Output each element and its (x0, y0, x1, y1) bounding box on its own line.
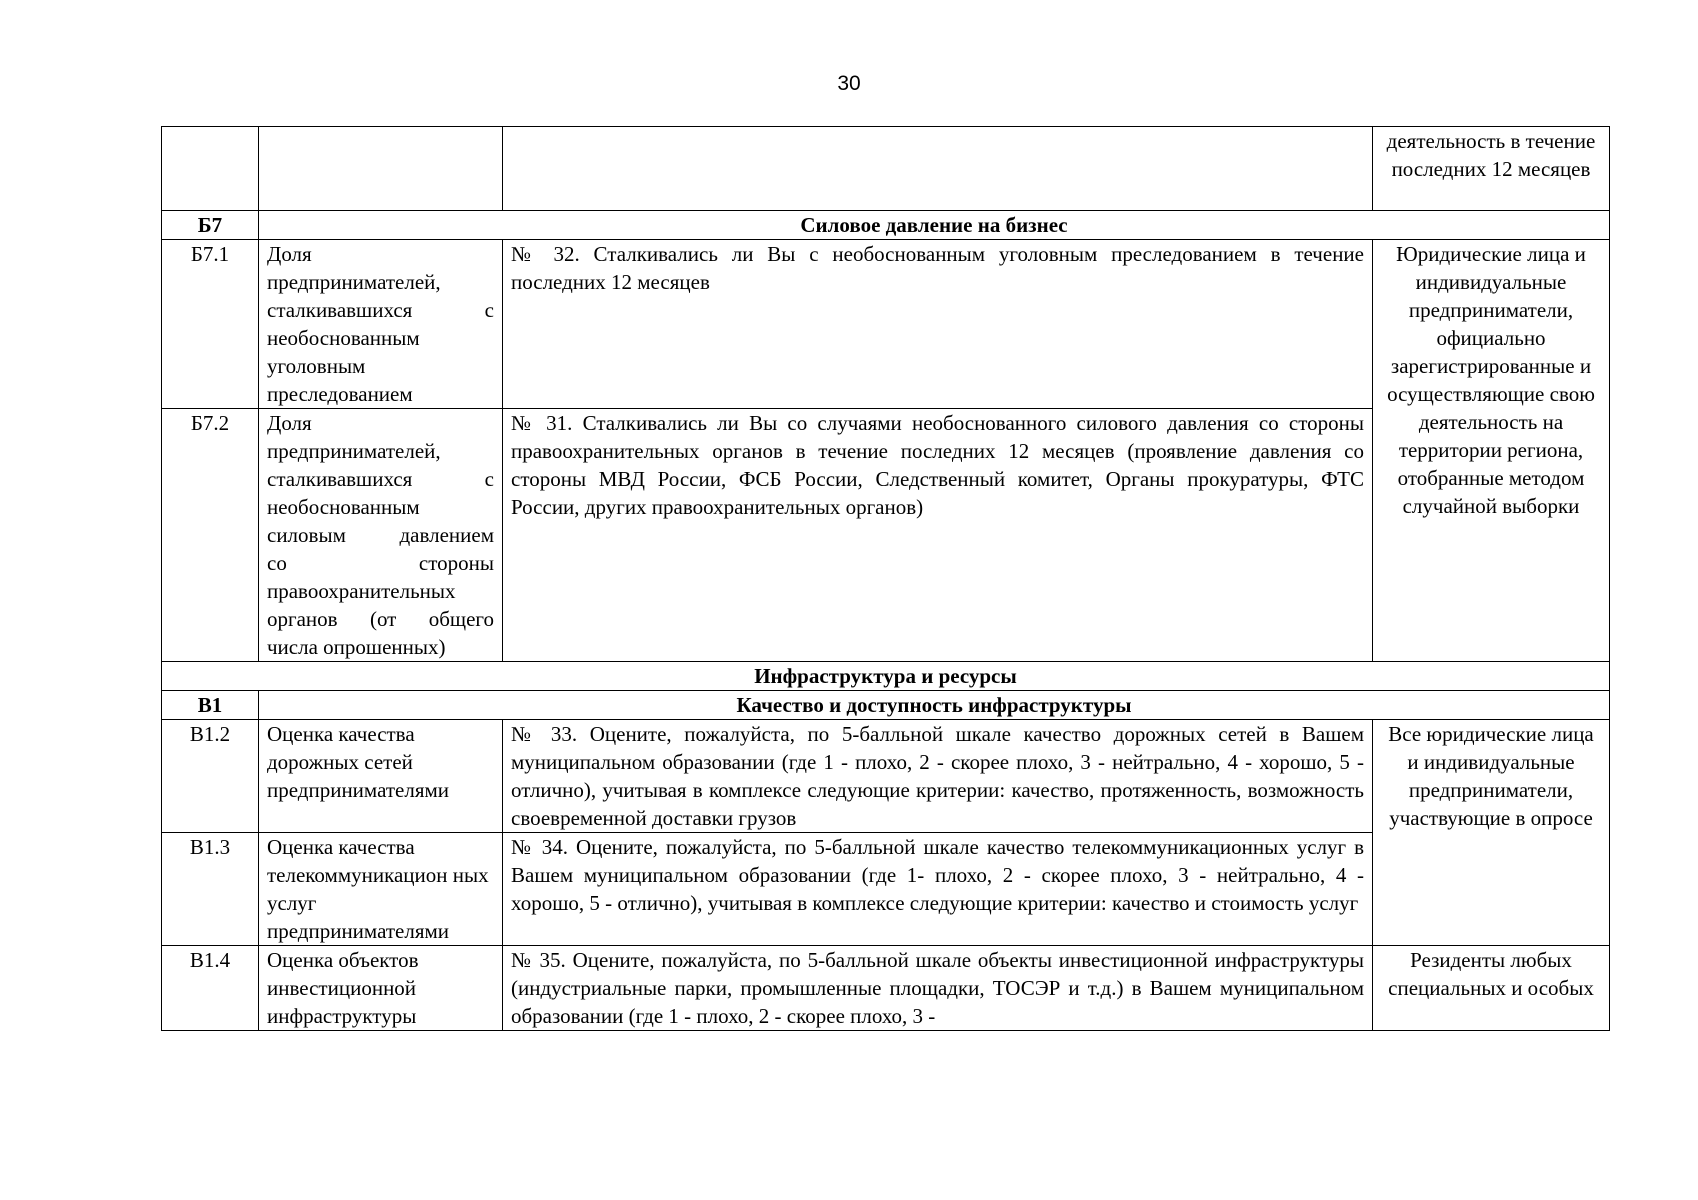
section-header-row (162, 662, 1610, 691)
question-cell: № 32. Сталкивались ли Вы с необоснованным уголовным преследованием в течение последних 12 месяцев (503, 240, 1373, 409)
indicator-name-line: уголовным (267, 354, 366, 378)
indicator-name-cell (259, 127, 503, 211)
indicator-name-cell (259, 409, 503, 662)
indicator-name-line: сталкивавшихся с (267, 298, 494, 322)
table-row (162, 240, 1610, 409)
respondents-cell: деятельность в течение последних 12 месяцев (1373, 127, 1610, 211)
indicator-name-line: правоохранительных (267, 579, 456, 603)
section-title: Силовое давление на бизнес (259, 211, 1610, 240)
indicator-name-cell (259, 240, 503, 409)
indicator-name-line: силовым давлением (267, 523, 494, 547)
table-row (162, 946, 1610, 1031)
question-cell: № 35. Оцените, пожалуйста, по 5-балльной шкале объекты инвестиционной инфраструктуры (индустриальные парки, промышленные площадки, ТОСЭР и т.д.) в Вашем муниципальном образовании (где 1 - плохо, 2 - скорее плохо, 3 - (503, 946, 1373, 1031)
section-header-row (162, 691, 1610, 720)
section-title: Качество и доступность инфраструктуры (259, 691, 1610, 720)
indicator-name-line: Доля (267, 411, 312, 435)
indicator-name-line: преследованием (267, 382, 413, 406)
row-code: В1.4 (162, 946, 259, 1031)
indicator-name-cell: Оценка качества дорожных сетей предпринимателями (259, 720, 503, 833)
question-cell: № 31. Сталкивались ли Вы со случаями необоснованного силового давления со стороны правоохранительных органов в течение последних 12 месяцев (проявление давления со стороны МВД России, ФСБ России, Следственный комитет, Органы прокуратуры, ФТС России, других правоохранительных органов) (503, 409, 1373, 662)
question-cell: № 33. Оцените, пожалуйста, по 5-балльной шкале качество дорожных сетей в Вашем муниципальном образовании (где 1 - плохо, 2 - скорее плохо, 3 - нейтрально, 4 - хорошо, 5 - отлично), учитывая в комплексе следующие критерии: качество, протяженность, возможность своевременной доставки грузов (503, 720, 1373, 833)
page-number: 30 (837, 72, 861, 95)
question-cell (503, 127, 1373, 211)
table-row (162, 720, 1610, 833)
indicator-name-line: предпринимателей, (267, 439, 441, 463)
indicator-name-line: числа опрошенных) (267, 635, 446, 659)
section-title: Инфраструктура и ресурсы (162, 662, 1610, 691)
section-code: В1 (162, 691, 259, 720)
section-header-row (162, 211, 1610, 240)
row-code: В1.3 (162, 833, 259, 946)
table-row (162, 127, 1610, 211)
respondents-cell: Юридические лица и индивидуальные предприниматели, официально зарегистрированные и осуществляющие свою деятельность на территории региона, отобранные методом случайной выборки (1373, 240, 1610, 662)
indicator-name-line: предпринимателей, (267, 270, 441, 294)
indicator-name-line: сталкивавшихся с (267, 467, 494, 491)
respondents-cell: Резиденты любых специальных и особых (1373, 946, 1610, 1031)
section-code: Б7 (162, 211, 259, 240)
question-cell: № 34. Оцените, пожалуйста, по 5-балльной шкале качество телекоммуникационных услуг в Вашем муниципальном образовании (где 1- плохо, 2 - скорее плохо, 3 - нейтрально, 4 - хорошо, 5 - отлично), учитывая в комплексе следующие критерии: качество и стоимость услуг (503, 833, 1373, 946)
respondents-cell: Все юридические лица и индивидуальные предприниматели, участвующие в опросе (1373, 720, 1610, 946)
indicator-name-line: Доля (267, 242, 312, 266)
indicator-name-line: необоснованным (267, 495, 420, 519)
indicator-name-cell: Оценка качества телекоммуникацион ных услуг предпринимателями (259, 833, 503, 946)
indicators-table (161, 126, 1610, 1031)
indicator-name-cell: Оценка объектов инвестиционной инфраструктуры (259, 946, 503, 1031)
indicator-name-line: органов (от общего (267, 607, 494, 631)
code-cell (162, 127, 259, 211)
indicator-name-line: со стороны (267, 551, 494, 575)
indicator-name-line: необоснованным (267, 326, 420, 350)
row-code: В1.2 (162, 720, 259, 833)
row-code: Б7.2 (162, 409, 259, 662)
row-code: Б7.1 (162, 240, 259, 409)
